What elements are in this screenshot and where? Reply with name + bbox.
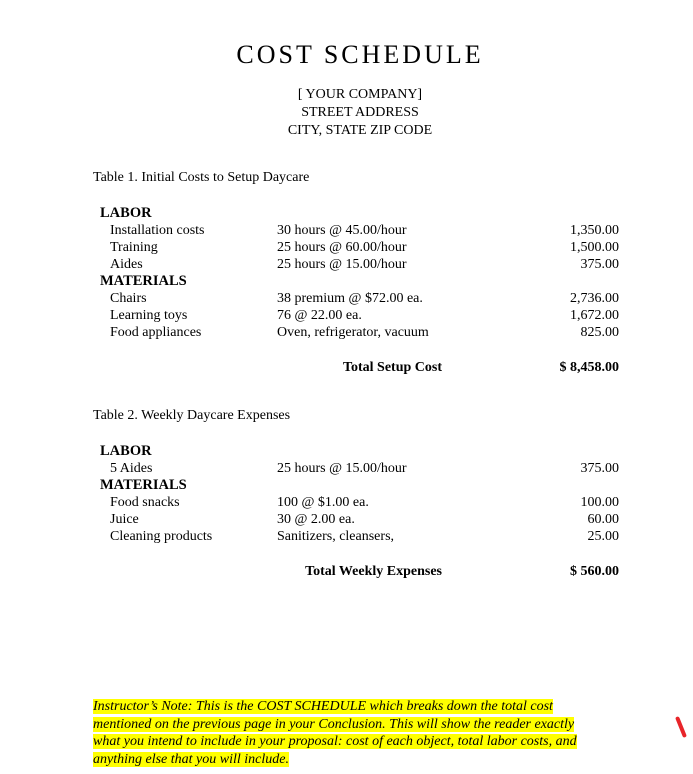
row-amount: 375.00 [580, 461, 619, 476]
total-value: $ 8,458.00 [559, 360, 619, 375]
row-amount: 1,350.00 [570, 223, 619, 238]
row-detail: 30 hours @ 45.00/hour [277, 223, 407, 238]
total-value: $ 560.00 [570, 564, 619, 579]
row-item: 5 Aides [110, 461, 153, 476]
table-row [93, 528, 633, 545]
table-row [93, 222, 633, 239]
table2-caption: Table 2. Weekly Daycare Expenses [93, 408, 291, 423]
table2-materials-heading: MATERIALS [100, 477, 187, 493]
page-title: COST SCHEDULE [236, 40, 484, 69]
row-detail: Oven, refrigerator, vacuum [277, 325, 429, 340]
row-detail: 76 @ 22.00 ea. [277, 308, 362, 323]
instructor-note [93, 698, 623, 768]
note-line: Instructor’s Note: This is the COST SCHEDULE which breaks down the total cost [93, 699, 553, 714]
row-item: Chairs [110, 291, 147, 306]
company-block [0, 86, 693, 140]
row-amount: 375.00 [580, 257, 619, 272]
row-amount: 100.00 [580, 495, 619, 510]
table1-labor-heading: LABOR [100, 205, 152, 221]
row-item: Learning toys [110, 308, 188, 323]
table-row [93, 307, 633, 324]
row-item: Juice [110, 512, 139, 527]
company-city: CITY, STATE ZIP CODE [287, 123, 433, 138]
row-item: Cleaning products [110, 529, 213, 544]
table-row [93, 239, 633, 256]
company-address: STREET ADDRESS [301, 105, 419, 120]
table-row [93, 256, 633, 273]
row-detail: 38 premium @ $72.00 ea. [277, 291, 423, 306]
table-row [93, 460, 633, 477]
row-item: Aides [110, 257, 143, 272]
red-pen-mark [675, 716, 687, 738]
row-amount: 2,736.00 [570, 291, 619, 306]
row-detail: Sanitizers, cleansers, [277, 529, 395, 544]
row-item: Installation costs [110, 223, 205, 238]
row-detail: 25 hours @ 15.00/hour [277, 461, 407, 476]
table2-total-row [93, 563, 633, 580]
row-item: Food appliances [110, 325, 202, 340]
table1-materials-heading: MATERIALS [100, 273, 187, 289]
note-line: what you intend to include in your proposal: cost of each object, total labor costs, and [93, 734, 577, 749]
table1-caption: Table 1. Initial Costs to Setup Daycare [93, 170, 310, 185]
row-amount: 25.00 [587, 529, 619, 544]
table-row [93, 494, 633, 511]
note-line: anything else that you will include. [93, 751, 289, 767]
row-amount: 60.00 [587, 512, 619, 527]
total-label: Total Setup Cost [342, 360, 442, 375]
row-amount: 1,500.00 [570, 240, 619, 255]
table-row [93, 290, 633, 307]
company-name: [ YOUR COMPANY] [297, 87, 423, 102]
table2 [93, 443, 633, 580]
row-detail: 100 @ $1.00 ea. [277, 495, 369, 510]
row-amount: 1,672.00 [570, 308, 619, 323]
table-row [93, 511, 633, 528]
row-amount: 825.00 [580, 325, 619, 340]
row-detail: 25 hours @ 60.00/hour [277, 240, 407, 255]
row-detail: 30 @ 2.00 ea. [277, 512, 355, 527]
row-detail: 25 hours @ 15.00/hour [277, 257, 407, 272]
table2-labor-heading: LABOR [100, 443, 152, 459]
table1 [93, 205, 633, 376]
row-item: Food snacks [110, 495, 180, 510]
table1-total-row [93, 359, 633, 376]
total-label: Total Weekly Expenses [305, 564, 442, 579]
note-line: mentioned on the previous page in your Conclusion. This will show the reader exactly [93, 716, 575, 732]
table-row [93, 324, 633, 341]
row-item: Training [110, 240, 158, 255]
